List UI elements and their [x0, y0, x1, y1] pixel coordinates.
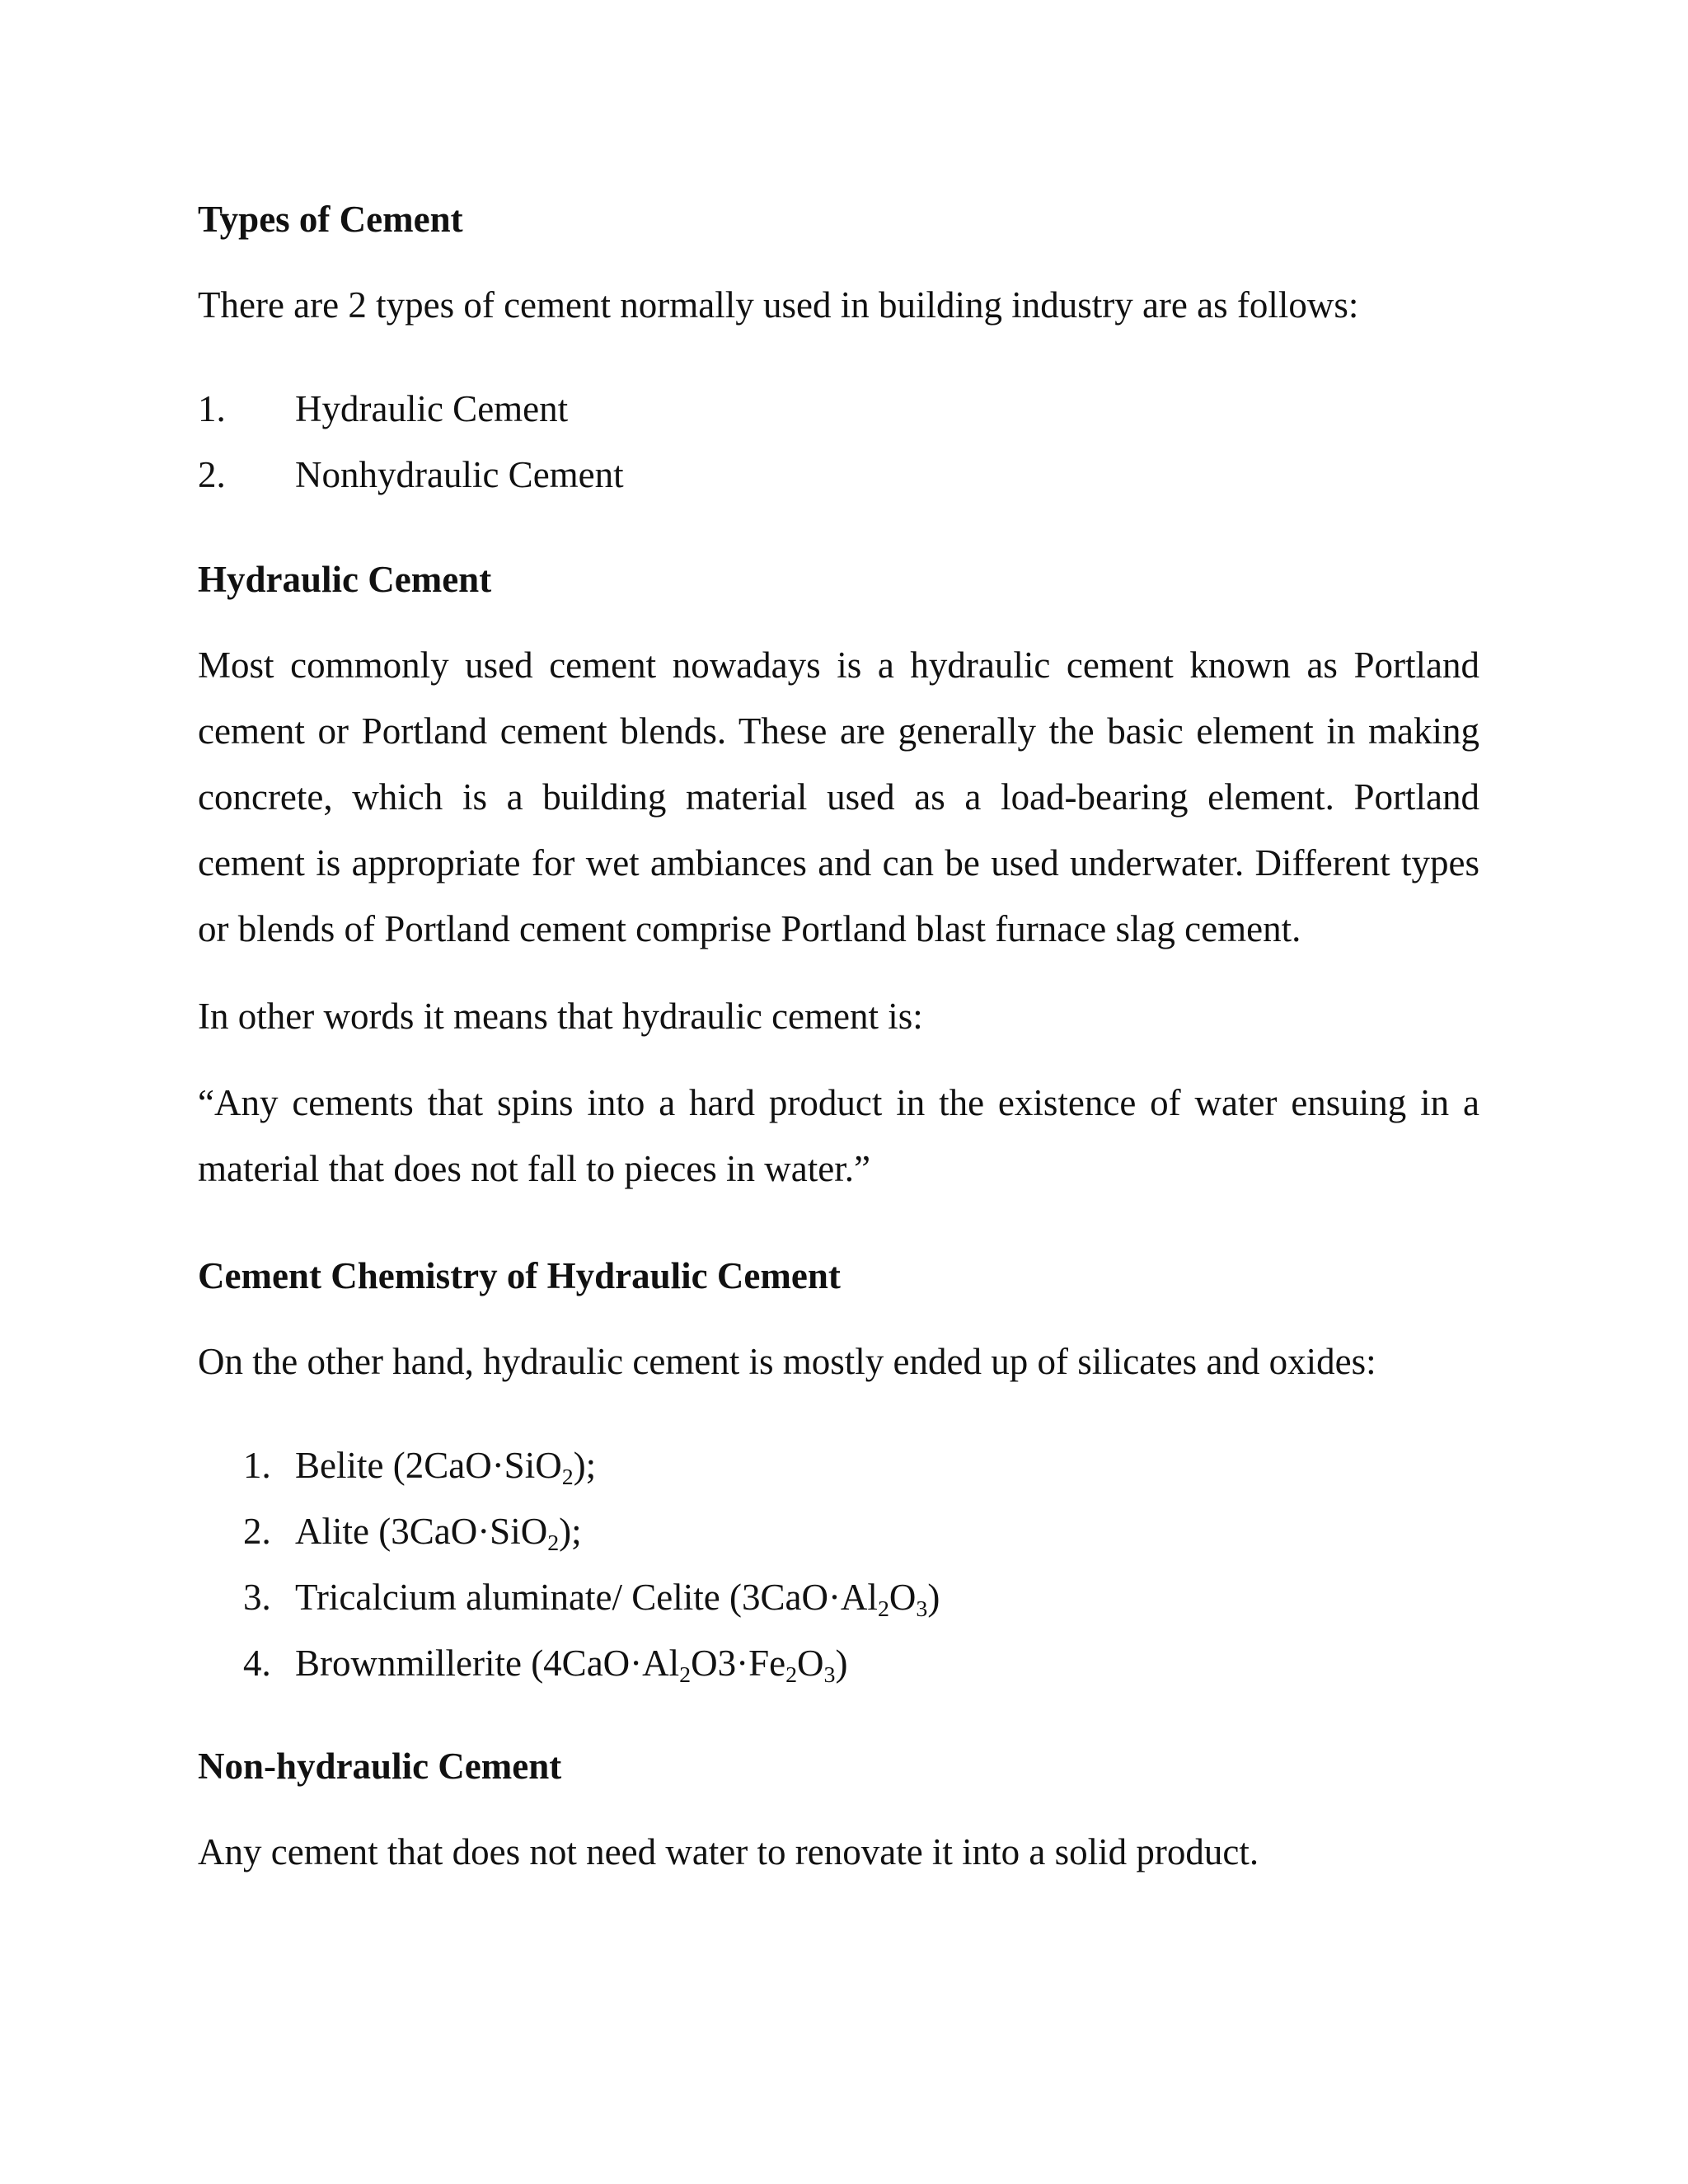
list-number: 2.: [198, 454, 226, 495]
compound-formula: Alite (3CaO·SiO$_2$);: [295, 1511, 582, 1556]
heading-non-hydraulic-cement: Non-hydraulic Cement: [198, 1746, 562, 1787]
list-number: 2.: [243, 1511, 271, 1552]
list-number: 4.: [243, 1643, 271, 1684]
non-hydraulic-paragraph: Any cement that does not need water to renovate it into a solid product.: [198, 1831, 1259, 1872]
compound-formula: Belite (2CaO·SiO$_2$);: [295, 1445, 597, 1490]
list-number: 1.: [243, 1445, 271, 1486]
in-other-words-paragraph: In other words it means that hydraulic cement is:: [198, 996, 923, 1037]
compound-formula: Tricalcium aluminate/ Celite $(3CaO\cdot Al_2O_3)$: [295, 1577, 940, 1622]
list-item: [243, 1498, 940, 1564]
list-item: [243, 1432, 940, 1498]
hydraulic-description-paragraph: Most commonly used cement nowadays is a hydraulic cement known as Portland cement or Portland cement blends. These are generally the basic element in making concrete, which is a building material used as a load-bearing element. Portland cement is appropriate for wet ambiances and can be used underwater. Different types or blends of Portland cement comprise Portland blast furnace slag cement.: [198, 644, 1479, 949]
compound-list: [243, 1432, 940, 1696]
heading-cement-chemistry: Cement Chemistry of Hydraulic Cement: [198, 1255, 841, 1296]
list-label: Nonhydraulic Cement: [295, 454, 624, 495]
list-item: [243, 1630, 940, 1696]
chemistry-intro-paragraph: On the other hand, hydraulic cement is mostly ended up of silicates and oxides:: [198, 1341, 1376, 1382]
cement-types-list: [198, 376, 624, 508]
list-label: Hydraulic Cement: [295, 388, 569, 429]
list-number: 1.: [198, 388, 226, 429]
heading-hydraulic-cement: Hydraulic Cement: [198, 559, 492, 600]
list-item: [243, 1564, 940, 1630]
definition-quote: “Any cements that spins into a hard product in the existence of water ensuing in a material that does not fall to pieces in water.”: [198, 1082, 1479, 1189]
heading-types-of-cement: Types of Cement: [198, 199, 463, 240]
compound-formula: Brownmillerite $(4CaO\cdot Al_2O3\cdot Fe_2O_3)$: [295, 1643, 848, 1688]
list-item: [198, 442, 624, 508]
list-item: [198, 376, 624, 442]
intro-paragraph: There are 2 types of cement normally used in building industry are as follows:: [198, 284, 1359, 326]
list-number: 3.: [243, 1577, 271, 1618]
